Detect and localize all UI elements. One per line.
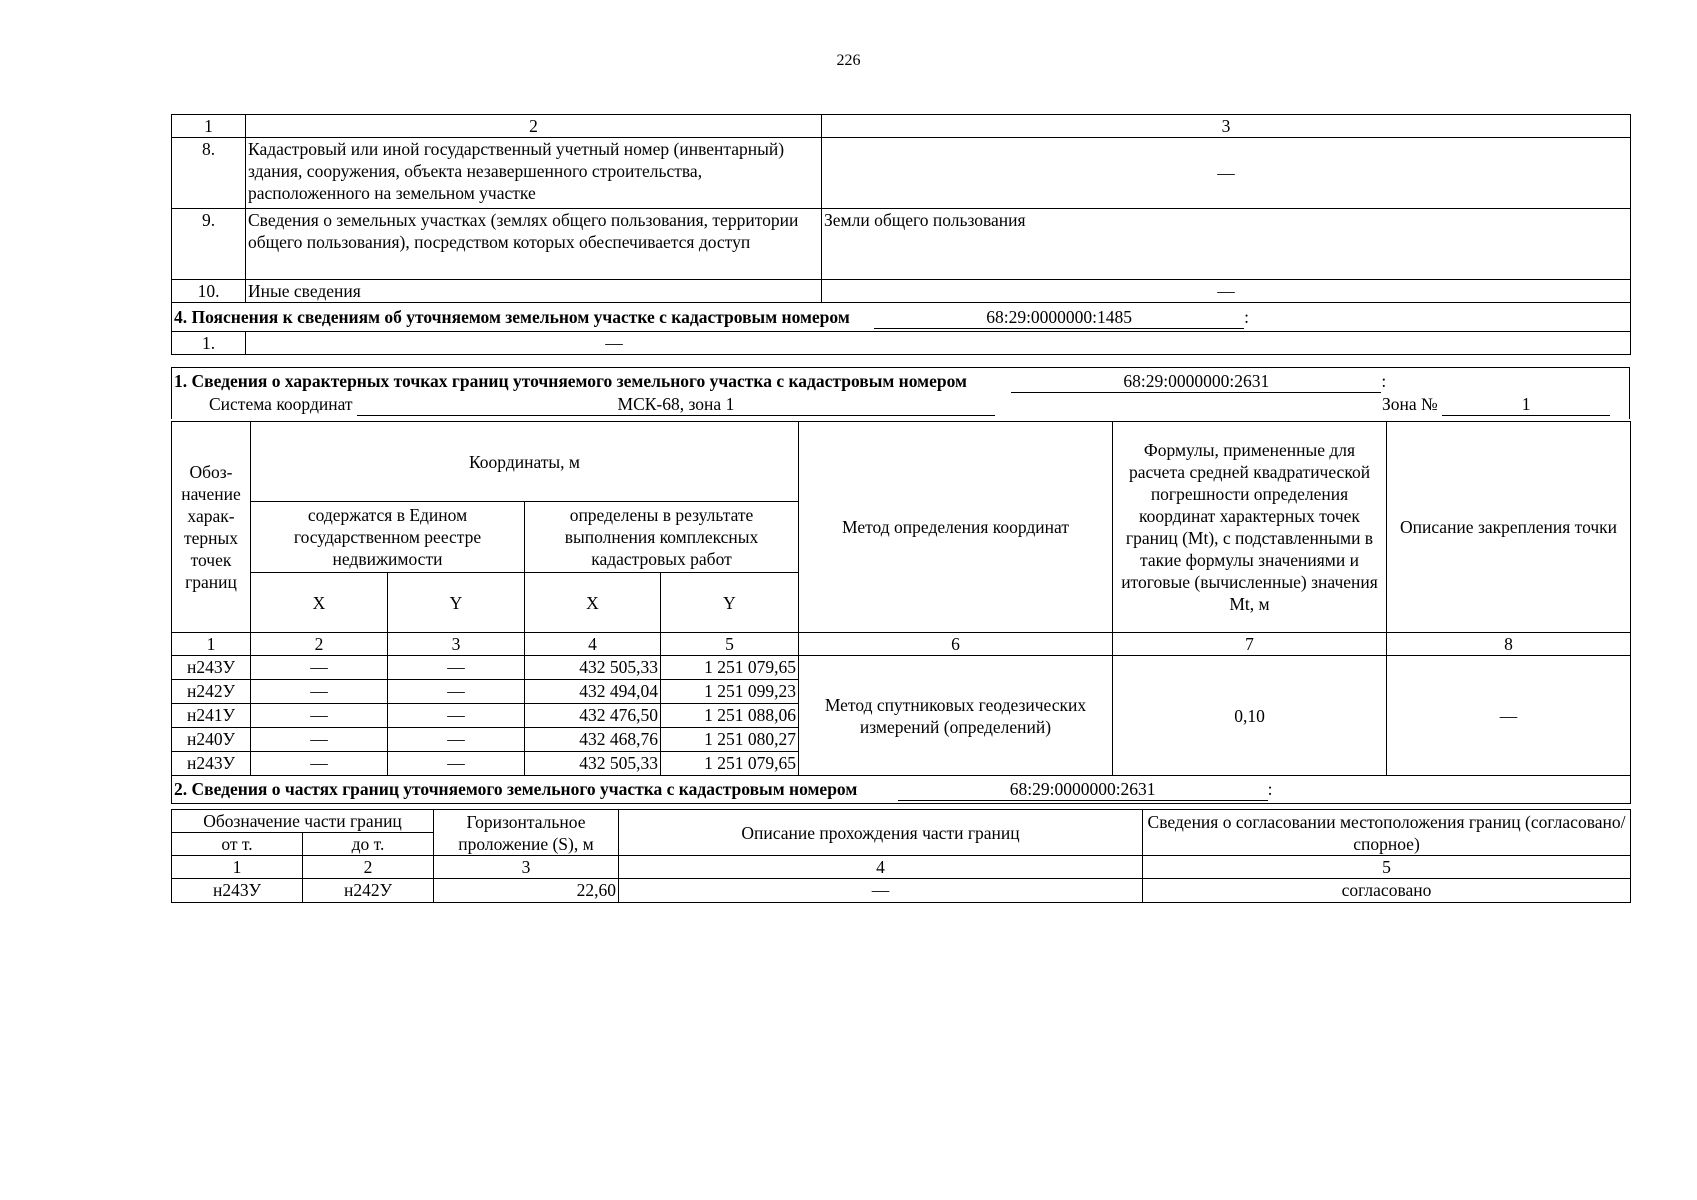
to-header: до т.	[303, 833, 434, 856]
col-number: 3	[434, 856, 619, 879]
method-header: Метод определения координат	[799, 422, 1113, 633]
x-header: X	[251, 573, 388, 633]
point-y2: 1 251 088,06	[661, 704, 799, 728]
row-value: —	[822, 280, 1631, 303]
designation-header: Обоз- начение харак- терных точек границ	[172, 422, 251, 633]
col-number: 2	[251, 633, 388, 656]
col-number: 7	[1113, 633, 1387, 656]
y-header: Y	[388, 573, 525, 633]
y-header: Y	[661, 573, 799, 633]
parts-table	[171, 809, 1631, 903]
section2-colon: :	[1267, 779, 1273, 799]
col-header: 3	[822, 115, 1631, 138]
table-row	[172, 209, 1631, 280]
point-name: н242У	[172, 680, 251, 704]
row-value: —	[246, 332, 1631, 355]
col-number: 1	[172, 633, 251, 656]
col-number: 2	[303, 856, 434, 879]
point-name: н241У	[172, 704, 251, 728]
row-number: 10.	[172, 280, 246, 303]
point-name: н243У	[172, 656, 251, 680]
agreement-header: Сведения о согласовании местоположения границ (согласовано/спорное)	[1143, 810, 1631, 856]
kkr-header: определены в результате выполнения комплексных кадастровых работ	[525, 502, 799, 573]
col-number: 5	[661, 633, 799, 656]
col-number: 3	[388, 633, 525, 656]
section4-header-row	[172, 303, 1631, 332]
row-value: Земли общего пользования	[822, 209, 1631, 280]
col-header: 2	[246, 115, 822, 138]
col-header: 1	[172, 115, 246, 138]
table-row	[172, 656, 1631, 680]
coord-system-label: Система координат	[209, 394, 353, 414]
part-length: 22,60	[434, 879, 619, 903]
col-number: 1	[172, 856, 303, 879]
point-y1: —	[388, 704, 525, 728]
point-x2: 432 494,04	[525, 680, 661, 704]
point-x1: —	[251, 656, 388, 680]
point-name: н243У	[172, 752, 251, 776]
point-x2: 432 505,33	[525, 752, 661, 776]
parts-table-block	[171, 809, 1630, 903]
row-label: Иные сведения	[246, 280, 822, 303]
point-x1: —	[251, 704, 388, 728]
point-y1: —	[388, 728, 525, 752]
point-y2: 1 251 079,65	[661, 752, 799, 776]
row-value: —	[822, 138, 1631, 209]
point-y1: —	[388, 680, 525, 704]
section2-header-row	[172, 776, 1631, 804]
part-agreement: согласовано	[1143, 879, 1631, 903]
part-header: Обозначение части границ	[172, 810, 434, 833]
row-number: 1.	[172, 332, 246, 355]
top-table	[171, 114, 1631, 355]
method-value: Метод спутниковых геодезических измерений (определений)	[799, 656, 1113, 776]
col-number: 4	[619, 856, 1143, 879]
row-label: Сведения о земельных участках (землях общего пользования, территории общего пользования), посредством которых обеспечивается доступ	[246, 209, 822, 280]
table-row	[172, 332, 1631, 355]
point-x2: 432 476,50	[525, 704, 661, 728]
egrn-header: содержатся в Едином государственном реестре недвижимости	[251, 502, 525, 573]
x-header: X	[525, 573, 661, 633]
point-y1: —	[388, 752, 525, 776]
table-row	[172, 879, 1631, 903]
section2-cadastral-number: 68:29:0000000:2631	[898, 778, 1268, 801]
point-x2: 432 505,33	[525, 656, 661, 680]
point-name: н240У	[172, 728, 251, 752]
col-number: 5	[1143, 856, 1631, 879]
point-y2: 1 251 099,23	[661, 680, 799, 704]
part-from: н243У	[172, 879, 303, 903]
point-y1: —	[388, 656, 525, 680]
row-label: Кадастровый или иной государственный учетный номер (инвентарный) здания, сооружения, объекта незавершенного строительства, расположенного на земельном участке	[246, 138, 822, 209]
coords-header: Координаты, м	[251, 422, 799, 502]
point-x1: —	[251, 752, 388, 776]
zone-label: Зона №	[1382, 394, 1438, 414]
point-x1: —	[251, 728, 388, 752]
zone-value: 1	[1442, 393, 1610, 416]
row-number: 8.	[172, 138, 246, 209]
section1-header	[171, 367, 1630, 419]
section1-colon: :	[1381, 371, 1387, 391]
section1-cadastral-number: 68:29:0000000:2631	[1011, 370, 1381, 393]
table-row	[172, 138, 1631, 209]
from-header: от т.	[172, 833, 303, 856]
point-x2: 432 468,76	[525, 728, 661, 752]
section4-title: 4. Пояснения к сведениям об уточняемом земельном участке с кадастровым номером	[174, 306, 850, 327]
mt-value: 0,10	[1113, 656, 1387, 776]
col-number: 4	[525, 633, 661, 656]
point-y2: 1 251 080,27	[661, 728, 799, 752]
points-table-block	[171, 421, 1630, 804]
description-header: Описание прохождения части границ	[619, 810, 1143, 856]
top-table-block	[171, 114, 1630, 355]
page-number: 226	[836, 52, 861, 69]
row-number: 9.	[172, 209, 246, 280]
table-row	[172, 280, 1631, 303]
section2-title: 2. Сведения о частях границ уточняемого земельного участка с кадастровым номером	[174, 779, 858, 799]
horizontal-header: Горизонтальное проложение (S), м	[434, 810, 619, 856]
formulas-header: Формулы, примененные для расчета средней квадратической погрешности определения координат характерных точек границ (Mt), с подставленными в такие формулы значениями и итоговые (вычисленные) значения Mt, м	[1113, 422, 1387, 633]
fixing-value: —	[1387, 656, 1631, 776]
fixing-header: Описание закрепления точки	[1387, 422, 1631, 633]
coord-system-value: МСК-68, зона 1	[357, 393, 995, 416]
section1-title: 1. Сведения о характерных точках границ уточняемого земельного участка с кадастровым номером	[174, 371, 967, 391]
col-number: 6	[799, 633, 1113, 656]
point-y2: 1 251 079,65	[661, 656, 799, 680]
section4-cadastral-number: 68:29:0000000:1485	[874, 306, 1244, 329]
col-number: 8	[1387, 633, 1631, 656]
part-description: —	[619, 879, 1143, 903]
part-to: н242У	[303, 879, 434, 903]
points-table	[171, 421, 1631, 804]
point-x1: —	[251, 680, 388, 704]
section4-colon: :	[1244, 306, 1249, 327]
